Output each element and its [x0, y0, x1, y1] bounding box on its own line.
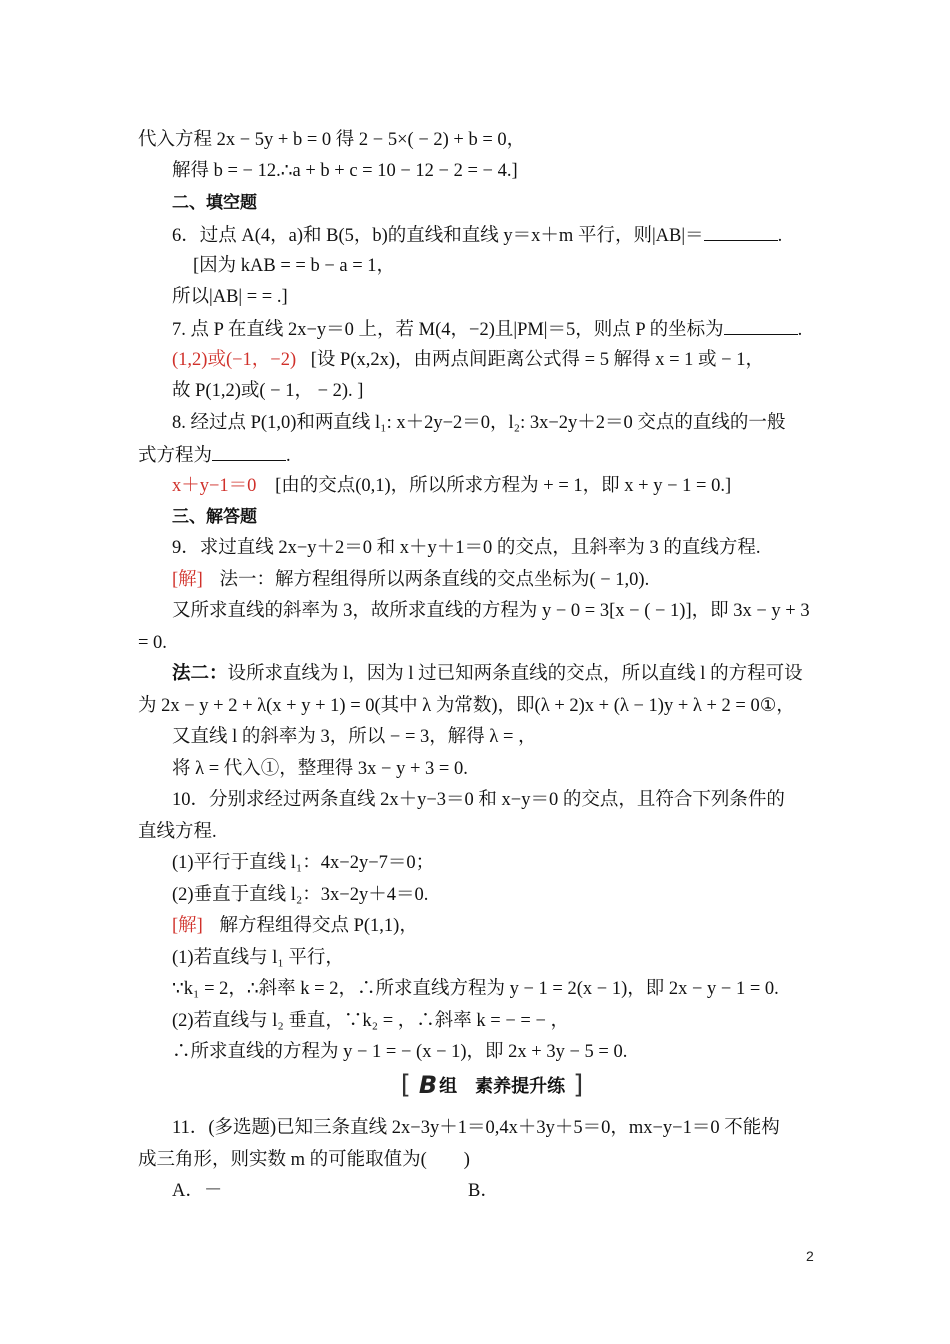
answer-blank [704, 222, 778, 241]
line-6: 所以|AB| = = .] [172, 287, 288, 307]
solution-9-method-1: 法一：解方程组得所以两条直线的交点坐标为( − 1,0). [219, 570, 650, 590]
line-32: 成三角形，则实数 m 的可能取值为( ) [138, 1150, 470, 1170]
section-heading-fill-blank: 二、填空题 [172, 193, 257, 213]
banner-letter: B [418, 1071, 438, 1099]
question-9: 9．求过直线 2x−y＋2＝0 和 x＋y＋1＝0 的交点，且斜率为 3 的直线方程. [172, 538, 761, 558]
line-28: ∵k₁ = 2，∴斜率 k = 2，∴所求直线方程为 y − 1 = 2(x − 1)，即 2x − y − 1 = 0. [172, 979, 779, 999]
solution-9 [172, 568, 649, 592]
question-8-cont: 式方程为 . [138, 442, 291, 468]
banner-zu: 组 [439, 1076, 458, 1097]
answer-8-red: x＋y−1＝0 [172, 476, 257, 496]
line-1: 代入方程 2x − 5y + b = 0 得 2 − 5×( − 2) + b = 0， [138, 130, 526, 150]
answer-7-explanation: [设 P(x,2x)，由两点间距离公式得 = 5 解得 x = 1 或 − 1， [310, 350, 764, 370]
page-number: 2 [806, 1248, 814, 1264]
line-2: 解得 b = − 12.∴a + b + c = 10 − 12 − 2 = − 4.] [172, 161, 518, 181]
line-5: [因为 kAB = = b − a = 1， [193, 256, 396, 276]
method-2-text: 设所求直线为 l，因为 l 过已知两条直线的交点，所以直线 l 的方程可设 [227, 664, 803, 684]
answer-7-red: (1,2)或(−1，−2) [172, 350, 297, 370]
question-6-text: 6．过点 A(4，a)和 B(5，b)的直线和直线 y＝x＋m 平行，则|AB|＝ [172, 226, 704, 246]
option-b: B． [468, 1181, 499, 1201]
question-8: 8. 经过点 P(1,0)和两直线 l₁: x＋2y−2＝0，l₂: 3x−2y＋2＝0 交点的直线的一般 [172, 413, 786, 433]
method-2-label: 法二： [172, 664, 228, 684]
question-8-text: 式方程为 [138, 446, 213, 466]
question-11: 11．(多选题)已知三条直线 2x−3y＋1＝0,4x＋3y＋5＝0，mx−y−1＝0 不能构 [172, 1118, 780, 1138]
line-21: 将 λ = 代入①，整理得 3x − y + 3 = 0. [172, 759, 468, 779]
line-9: 故 P(1,2)或( − 1， − 2). ] [172, 381, 364, 401]
line-29: (2)若直线与 l₂ 垂直，∵k₂ = ，∴斜率 k = − = − ， [172, 1011, 570, 1031]
line-24: (1)平行于直线 l₁：4x−2y−7＝0； [172, 853, 435, 873]
line-18 [172, 662, 803, 686]
section-heading-solve: 三、解答题 [172, 507, 257, 527]
answer-blank [724, 316, 798, 335]
banner-title: 素养提升练 [475, 1076, 566, 1097]
line-19: 为 2x − y + 2 + λ(x + y + 1) = 0(其中 λ 为常数)，即(λ + 2)x + (λ − 1)y + λ + 2 = 0①， [138, 696, 795, 716]
answer-blank [212, 442, 286, 461]
line-20: 又直线 l 的斜率为 3，所以 − = 3，解得 λ = ， [172, 727, 537, 747]
solution-tag: [解] [172, 570, 203, 590]
answer-8 [172, 474, 731, 498]
line-23: 直线方程. [138, 822, 217, 842]
solution-tag: [解] [172, 916, 203, 936]
question-7-text: 7. 点 P 在直线 2x−y＝0 上，若 M(4，−2)且|PM|＝5，则点 P 的坐标为 [172, 320, 724, 340]
option-a: A．－ [172, 1181, 223, 1201]
solution-10-text: 解方程组得交点 P(1,1)， [219, 916, 418, 936]
question-7: 7. 点 P 在直线 2x−y＝0 上，若 M(4，−2)且|PM|＝5，则点 P 的坐标为 . [172, 316, 802, 342]
line-25: (2)垂直于直线 l₂：3x−2y＋4＝0. [172, 885, 429, 905]
question-6: 6．过点 A(4，a)和 B(5，b)的直线和直线 y＝x＋m 平行，则|AB|＝ . [172, 222, 782, 248]
group-b-banner [392, 1068, 592, 1102]
answer-7 [172, 348, 764, 372]
answer-8-explanation: [由的交点(0,1)，所以所求方程为 + = 1，即 x + y − 1 = 0.] [275, 476, 732, 496]
question-10: 10．分别求经过两条直线 2x＋y−3＝0 和 x−y＝0 的交点，且符合下列条件的 [172, 790, 785, 810]
banner-bracket-left: [ [400, 1070, 411, 1100]
line-16: 又所求直线的斜率为 3，故所求直线的方程为 y − 0 = 3[x − ( − 1)]，即 3x − y + 3 [172, 601, 810, 621]
banner-bracket-right: ] [573, 1070, 584, 1100]
line-30: ∴所求直线的方程为 y − 1 = − (x − 1)，即 2x + 3y − 5 = 0. [172, 1042, 628, 1062]
line-17: = 0. [138, 633, 167, 653]
line-27: (1)若直线与 l₁ 平行， [172, 948, 344, 968]
solution-10 [172, 914, 418, 938]
